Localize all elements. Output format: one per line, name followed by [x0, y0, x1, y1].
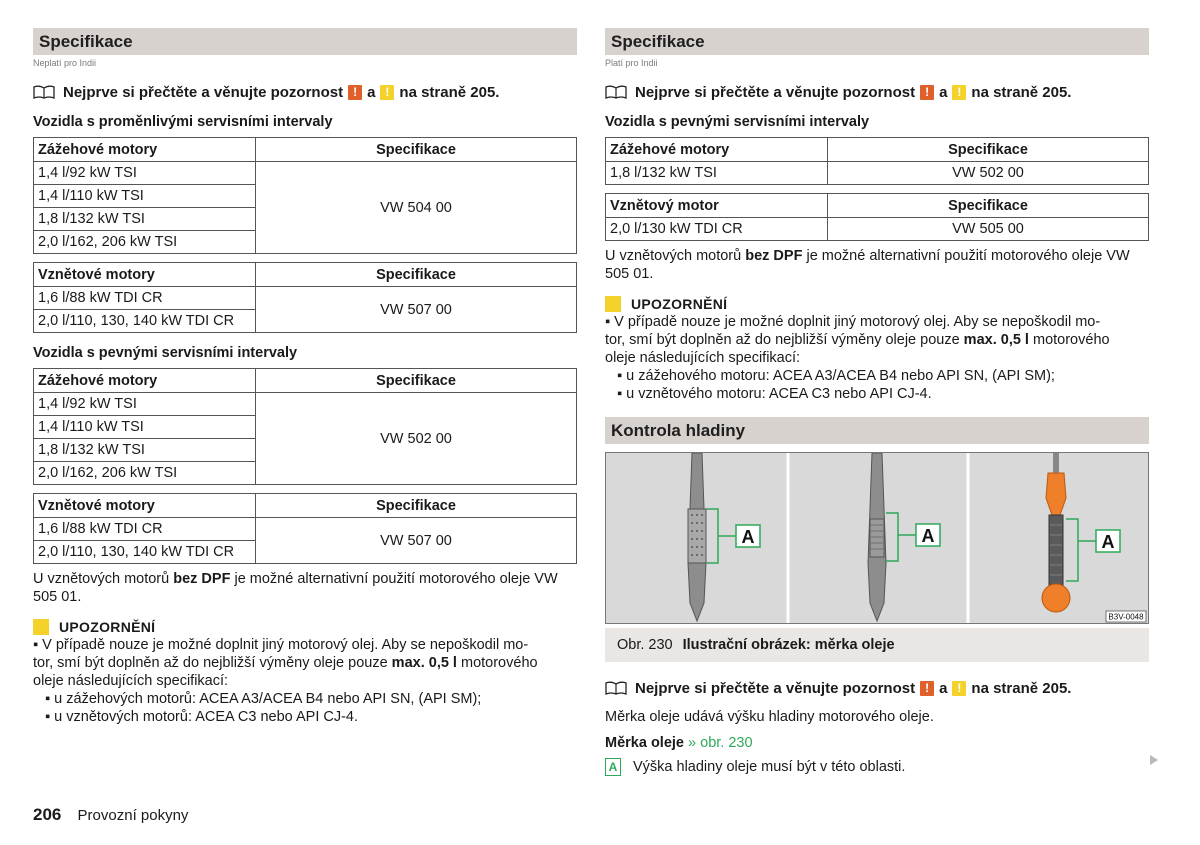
dpf-note-text: U vznětových motorů	[605, 248, 746, 264]
warning-heading	[33, 618, 577, 636]
book-icon	[33, 85, 55, 99]
caution-icon	[605, 296, 621, 312]
fixed-intervals-title: Vozidla s pevnými servisními intervaly	[605, 114, 870, 130]
section-name: Provozní pokyny	[77, 807, 189, 824]
read-first-text: Nejprve si přečtěte a věnujte pozornost	[63, 83, 344, 101]
engine-cell: 1,4 l/92 kW TSI	[34, 162, 256, 185]
warning-red-icon: !	[920, 681, 934, 696]
dipstick-reference	[605, 734, 1149, 752]
read-first-text: Nejprve si přečtěte a věnujte pozornost	[635, 679, 916, 697]
read-first-notice	[605, 678, 1149, 698]
figure-title: Ilustrační obrázek: měrka oleje	[682, 637, 895, 653]
petrol-variable-table	[33, 137, 577, 254]
read-first-and: a	[939, 679, 948, 697]
warning-line: ▪ V případě nouze je možné doplnit jiný motorový olej. Aby se nepoškodil mo-	[605, 314, 1101, 330]
book-icon	[605, 681, 627, 695]
right-column	[605, 28, 1149, 776]
dpf-note-bold: bez DPF	[745, 248, 803, 264]
warning-bullet: ▪ u vznětového motoru: ACEA C3 nebo API CJ-4.	[617, 386, 932, 402]
dpf-note	[33, 570, 577, 606]
dpf-note-text: je možné alternativní použití motorového oleje VW 505 01.	[33, 571, 558, 605]
warning-line	[33, 654, 577, 672]
table-header: Specifikace	[828, 138, 1149, 162]
figure-code: B3V-0048	[1108, 612, 1144, 622]
applicability-note: Neplatí pro Indii	[33, 58, 97, 68]
warning-heading	[605, 295, 1149, 313]
table-header: Zážehové motory	[34, 369, 256, 393]
engine-cell: 1,4 l/110 kW TSI	[34, 416, 256, 439]
warning-bullet: ▪ u zážehových motorů: ACEA A3/ACEA B4 nebo API SN, (API SM);	[45, 691, 482, 707]
read-first-page: na straně 205.	[399, 83, 500, 101]
legend-text: Výška hladiny oleje musí být v této oblasti.	[633, 759, 906, 775]
engine-cell: 1,6 l/88 kW TDI CR	[34, 518, 256, 541]
dipstick-figure	[605, 452, 1149, 624]
next-page-arrow-icon[interactable]	[1150, 755, 1158, 765]
warning-text: tor, smí být doplněn až do nejbližší výměny oleje pouze	[605, 332, 964, 348]
petrol-fixed-table	[605, 137, 1149, 185]
warning-yellow-icon: !	[380, 85, 394, 100]
table-header: Specifikace	[828, 194, 1149, 218]
spec-cell: VW 502 00	[256, 393, 577, 485]
warning-red-icon: !	[348, 85, 362, 100]
table-header: Specifikace	[256, 369, 577, 393]
figure-number: Obr. 230	[617, 637, 673, 653]
label-a: A	[741, 527, 755, 547]
section-heading: Specifikace	[33, 28, 577, 55]
engine-cell: 2,0 l/110, 130, 140 kW TDI CR	[34, 541, 256, 564]
variable-intervals-title: Vozidla s proměnlivými servisními intervaly	[33, 114, 333, 130]
engine-cell: 1,6 l/88 kW TDI CR	[34, 287, 256, 310]
section-heading: Specifikace	[605, 28, 1149, 55]
table-header: Specifikace	[256, 138, 577, 162]
book-icon	[605, 85, 627, 99]
dpf-note-text: je možné alternativní použití motorového oleje VW 505 01.	[605, 248, 1130, 282]
spec-cell: VW 505 00	[828, 218, 1149, 241]
caution-icon	[33, 619, 49, 635]
warning-bold: max. 0,5 l	[391, 655, 457, 671]
read-first-notice	[605, 82, 1149, 102]
warning-text: tor, smí být doplněn až do nejbližší výměny oleje pouze	[33, 655, 392, 671]
engine-cell: 1,4 l/110 kW TSI	[34, 185, 256, 208]
engine-cell: 2,0 l/130 kW TDI CR	[606, 218, 828, 241]
diesel-fixed-table	[33, 493, 577, 564]
dpf-note-bold: bez DPF	[173, 571, 231, 587]
label-a: A	[1101, 532, 1115, 552]
read-first-page: na straně 205.	[971, 83, 1072, 101]
level-check-heading: Kontrola hladiny	[605, 417, 1149, 444]
page-footer	[33, 805, 188, 825]
read-first-text: Nejprve si přečtěte a věnujte pozornost	[635, 83, 916, 101]
table-header: Vznětové motory	[34, 263, 256, 287]
table-header: Zážehové motory	[606, 138, 828, 162]
spec-cell: VW 507 00	[256, 518, 577, 564]
dipstick-illustration	[606, 453, 1148, 623]
spec-cell: VW 504 00	[256, 162, 577, 254]
legend-letter: A	[605, 758, 621, 776]
dipstick-description: Měrka oleje udává výšku hladiny motorového oleje.	[605, 709, 934, 725]
table-header: Zážehové motory	[34, 138, 256, 162]
diesel-fixed-table	[605, 193, 1149, 241]
applicability-note: Platí pro Indii	[605, 58, 658, 68]
warning-yellow-icon: !	[952, 681, 966, 696]
dpf-note-text: U vznětových motorů	[33, 571, 174, 587]
spec-cell: VW 502 00	[828, 162, 1149, 185]
engine-cell: 2,0 l/162, 206 kW TSI	[34, 231, 256, 254]
warning-title: UPOZORNĚNÍ	[631, 296, 728, 312]
read-first-notice	[33, 82, 577, 102]
warning-line: oleje následujících specifikací:	[605, 350, 801, 366]
page-number: 206	[33, 805, 62, 824]
warning-line: ▪ V případě nouze je možné doplnit jiný motorový olej. Aby se nepoškodil mo-	[33, 637, 529, 653]
read-first-and: a	[367, 83, 376, 101]
warning-line: oleje následujících specifikací:	[33, 673, 229, 689]
engine-cell: 1,8 l/132 kW TSI	[34, 208, 256, 231]
table-header: Specifikace	[256, 494, 577, 518]
table-header: Vznětové motory	[34, 494, 256, 518]
engine-cell: 2,0 l/110, 130, 140 kW TDI CR	[34, 310, 256, 333]
fixed-intervals-title: Vozidla s pevnými servisními intervaly	[33, 345, 298, 361]
spec-cell: VW 507 00	[256, 287, 577, 333]
figure-caption	[605, 628, 1149, 662]
engine-cell: 1,8 l/132 kW TSI	[606, 162, 828, 185]
left-column	[33, 28, 577, 726]
diesel-variable-table	[33, 262, 577, 333]
dpf-note	[605, 247, 1149, 283]
warning-bullet: ▪ u zážehového motoru: ACEA A3/ACEA B4 nebo API SN, (API SM);	[617, 368, 1055, 384]
warning-text: motorového	[1028, 332, 1110, 348]
read-first-and: a	[939, 83, 948, 101]
label-a: A	[921, 526, 935, 546]
table-header: Specifikace	[256, 263, 577, 287]
table-header: Vznětový motor	[606, 194, 828, 218]
warning-bullet: ▪ u vznětových motorů: ACEA C3 nebo API CJ-4.	[45, 709, 359, 725]
read-first-page: na straně 205.	[971, 679, 1072, 697]
engine-cell: 1,4 l/92 kW TSI	[34, 393, 256, 416]
engine-cell: 1,8 l/132 kW TSI	[34, 439, 256, 462]
warning-title: UPOZORNĚNÍ	[59, 619, 156, 635]
warning-text: motorového	[456, 655, 538, 671]
warning-bold: max. 0,5 l	[963, 332, 1029, 348]
engine-cell: 2,0 l/162, 206 kW TSI	[34, 462, 256, 485]
warning-line	[605, 331, 1149, 349]
warning-yellow-icon: !	[952, 85, 966, 100]
figure-link[interactable]: » obr. 230	[688, 735, 753, 751]
petrol-fixed-table	[33, 368, 577, 485]
legend-item	[605, 758, 1149, 776]
warning-red-icon: !	[920, 85, 934, 100]
dipstick-title: Měrka oleje	[605, 735, 684, 751]
